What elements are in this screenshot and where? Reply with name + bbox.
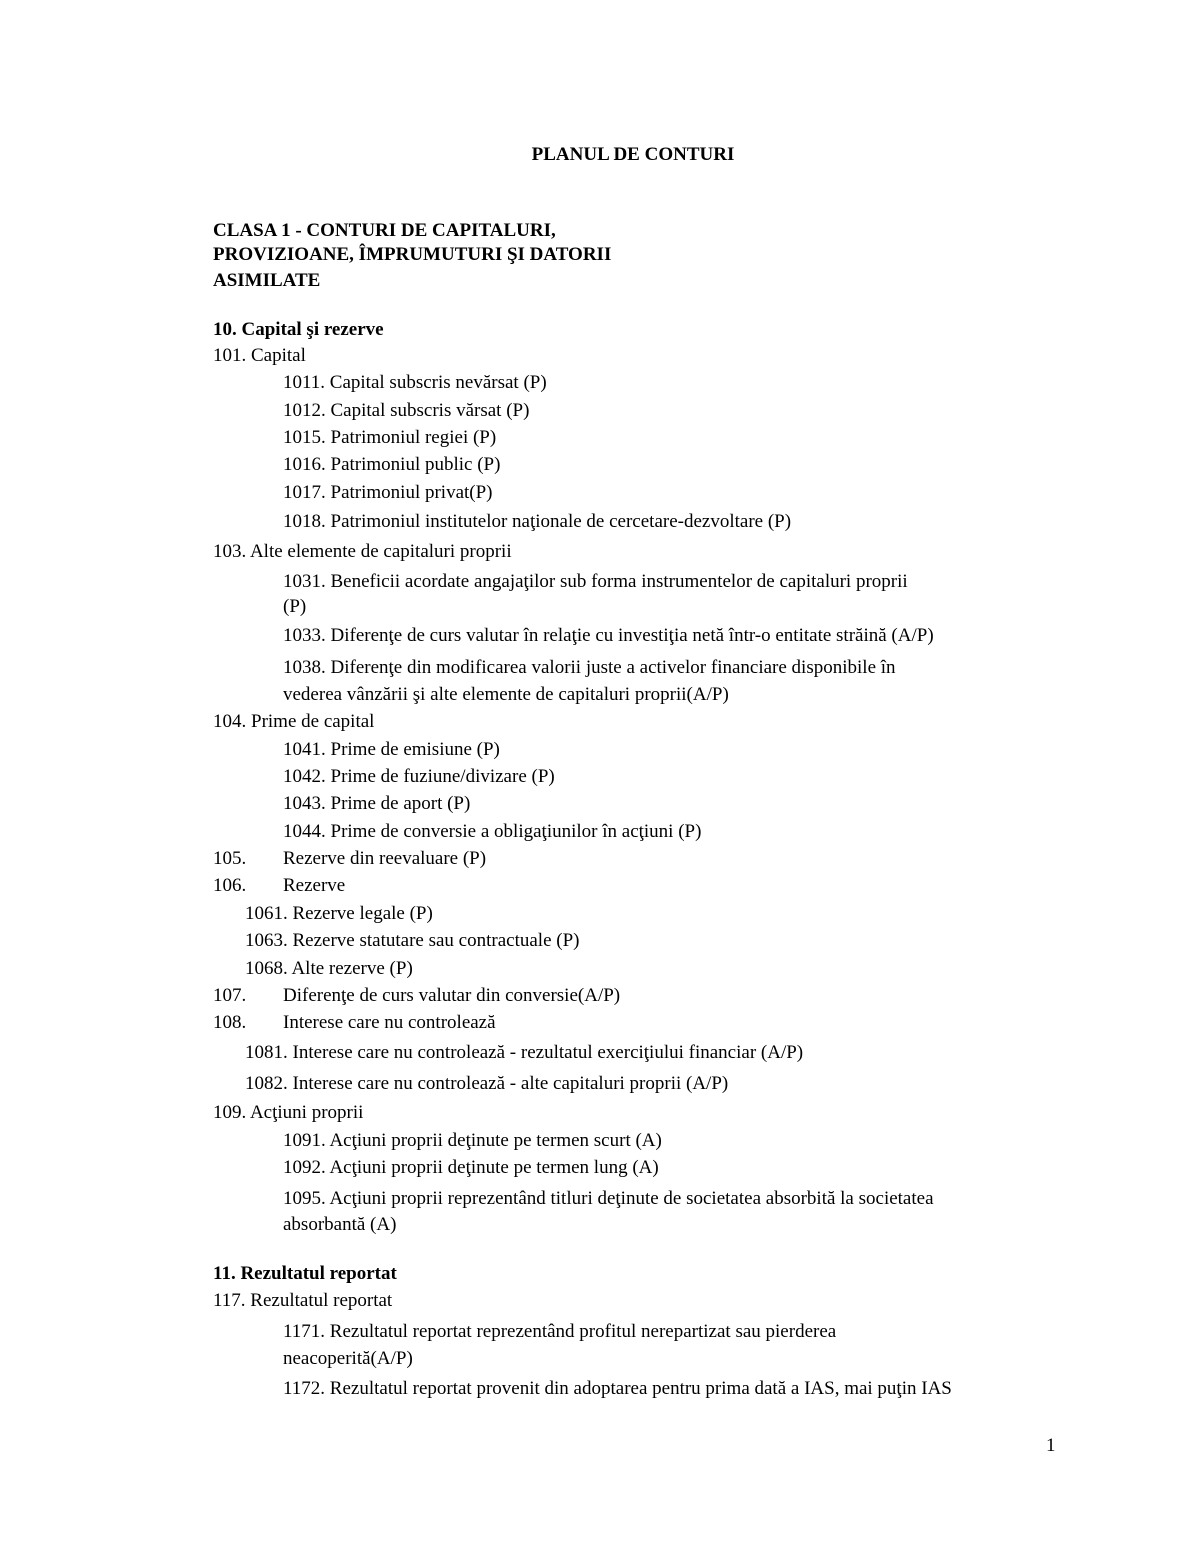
group-10-heading: 10. Capital şi rezerve [213,319,384,340]
account-109: 109. Acţiuni proprii [213,1102,364,1123]
account-1091: 1091. Acţiuni proprii deţinute pe termen scurt (A) [283,1130,662,1151]
account-1011: 1011. Capital subscris nevărsat (P) [283,372,547,393]
account-108-code: 108. [213,1012,247,1033]
account-1171-line-2: neacoperită(A/P) [283,1348,413,1369]
account-106-name: Rezerve [283,875,346,896]
account-107-name: Diferenţe de curs valutar din conversie(A/P) [283,985,621,1006]
account-1033: 1033. Diferenţe de curs valutar în relaţie cu investiţia netă într-o entitate străină (A/P) [283,625,934,646]
account-1016: 1016. Patrimoniul public (P) [283,454,501,475]
account-117: 117. Rezultatul reportat [213,1290,393,1311]
account-103: 103. Alte elemente de capitaluri proprii [213,541,512,562]
account-1038-line-1: 1038. Diferenţe din modificarea valorii juste a activelor financiare disponibile în [283,657,896,678]
account-1061: 1061. Rezerve legale (P) [245,903,433,924]
account-107-code: 107. [213,985,247,1006]
account-1171-line-1: 1171. Rezultatul reportat reprezentând profitul nerepartizat sau pierderea [283,1321,837,1342]
account-101: 101. Capital [213,345,306,366]
account-1044: 1044. Prime de conversie a obligaţiunilor în acţiuni (P) [283,821,702,842]
account-1041: 1041. Prime de emisiune (P) [283,739,500,760]
group-11-heading: 11. Rezultatul reportat [213,1263,397,1284]
account-108-name: Interese care nu controlează [283,1012,496,1033]
page-title: PLANUL DE CONTURI [531,144,735,165]
account-1092: 1092. Acţiuni proprii deţinute pe termen lung (A) [283,1157,659,1178]
account-1042: 1042. Prime de fuziune/divizare (P) [283,766,555,787]
account-1012: 1012. Capital subscris vărsat (P) [283,400,530,421]
account-105-code: 105. [213,848,247,869]
account-1081: 1081. Interese care nu controlează - rezultatul exerciţiului financiar (A/P) [245,1042,804,1063]
account-1068: 1068. Alte rezerve (P) [245,958,413,979]
account-1043: 1043. Prime de aport (P) [283,793,471,814]
account-1038-line-2: vederea vânzării şi alte elemente de capitaluri proprii(A/P) [283,684,729,705]
account-1063: 1063. Rezerve statutare sau contractuale (P) [245,930,580,951]
account-1015: 1015. Patrimoniul regiei (P) [283,427,497,448]
class-heading-line-1: CLASA 1 - CONTURI DE CAPITALURI, [213,220,556,241]
account-1095-line-1: 1095. Acţiuni proprii reprezentând titluri deţinute de societatea absorbită la societatea [283,1188,934,1209]
account-1031-line-2: (P) [283,596,307,617]
account-106-code: 106. [213,875,247,896]
account-1172: 1172. Rezultatul reportat provenit din adoptarea pentru prima dată a IAS, mai puţin IAS [283,1378,952,1399]
account-1082: 1082. Interese care nu controlează - alte capitaluri proprii (A/P) [245,1073,729,1094]
account-1018: 1018. Patrimoniul institutelor naţionale de cercetare-dezvoltare (P) [283,511,792,532]
account-105-name: Rezerve din reevaluare (P) [283,848,487,869]
account-1017: 1017. Patrimoniul privat(P) [283,482,493,503]
account-1095-line-2: absorbantă (A) [283,1214,397,1235]
account-104: 104. Prime de capital [213,711,375,732]
account-1031-line-1: 1031. Beneficii acordate angajaţilor sub forma instrumentelor de capitaluri proprii [283,571,908,592]
page-number: 1 [1046,1435,1056,1456]
class-heading-line-3: ASIMILATE [213,270,321,291]
class-heading-line-2: PROVIZIOANE, ÎMPRUMUTURI ŞI DATORII [213,244,612,265]
